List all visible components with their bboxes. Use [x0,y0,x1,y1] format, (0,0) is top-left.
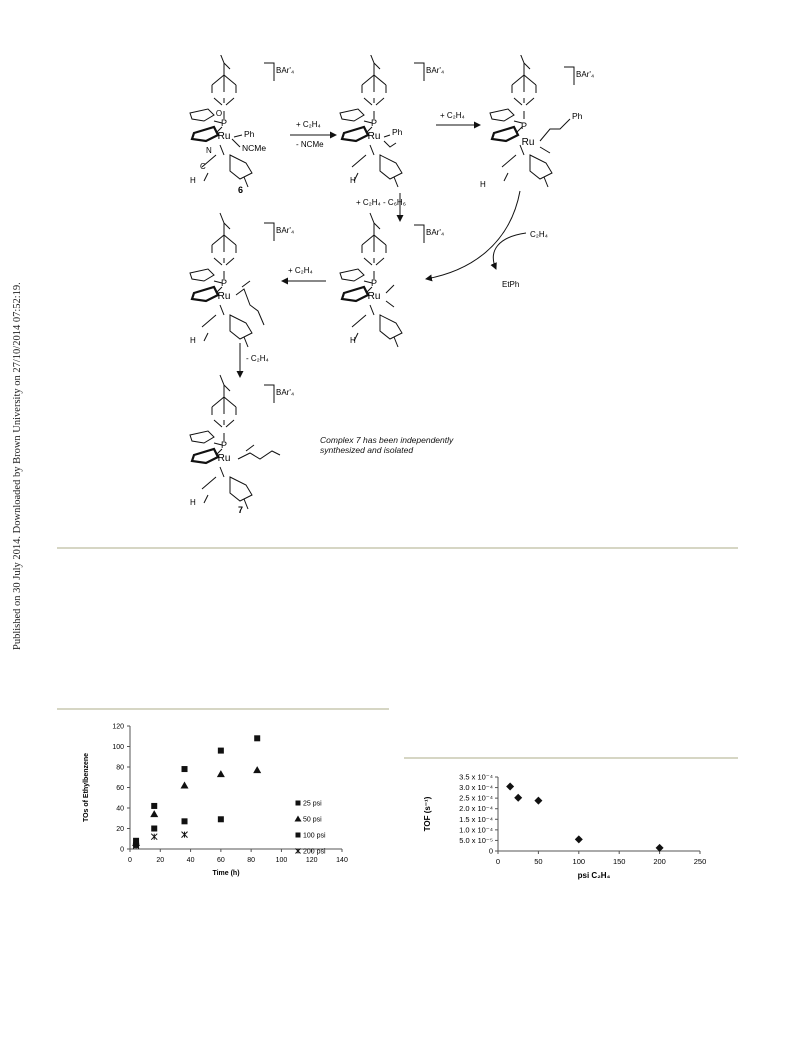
complex-bis-ethylene [340,213,444,347]
data-point [218,816,224,822]
data-point [182,766,188,772]
atom-c: C [200,162,206,171]
svg-text:BAr'₄: BAr'₄ [576,70,595,79]
x-axis-label: Time (h) [212,870,240,877]
legend-marker [296,849,301,854]
step2-label: + C₂H₄ [440,111,465,120]
data-point [253,766,261,773]
complex-ethylene-phenyl [340,55,444,187]
atom-o: O [215,109,223,118]
svg-text:P: P [370,118,378,128]
y-tick-label: 100 [112,744,124,751]
complex-6 [190,55,294,195]
complex-7-note: Complex 7 has been independently synthesized and isolated [320,435,454,455]
data-point [506,783,514,791]
step5-label: - C₂H₄ [246,354,269,363]
y-tick-label: 1.0 x 10⁻⁴ [459,825,493,835]
y-tick-label: 3.0 x 10⁻⁴ [459,783,493,793]
reaction-scheme [180,55,600,515]
svg-text:P: P [370,278,378,288]
complex-7 [190,375,294,515]
x-axis-label: psi C₂H₄ [577,871,611,880]
svg-text:BAr'₄: BAr'₄ [426,66,445,75]
complex-butenyl [190,213,294,347]
svg-text:BAr'₄: BAr'₄ [276,388,295,397]
ligand-ph: Ph [244,129,255,139]
y-tick-label: 80 [116,764,124,772]
y-tick-label: 1.5 x 10⁻⁴ [459,814,493,824]
svg-text:Ru: Ru [217,453,231,464]
x-tick-label: 150 [612,857,626,866]
step4-label: + C₂H₄ [288,266,313,275]
svg-text:BAr'₄: BAr'₄ [426,228,445,237]
side-note-text: Published on 30 July 2014. Downloaded by Brown University on 27/10/2014 07:52:19. [12,282,23,650]
svg-text:Ph: Ph [392,127,403,137]
y-tick-label: 3.5 x 10⁻⁴ [459,772,493,782]
data-point [151,834,157,840]
x-tick-label: 100 [275,857,288,864]
counterion-label: BAr'₄ [276,66,295,75]
svg-text:H: H [190,498,196,507]
svg-text:H: H [190,336,196,345]
legend-label: 25 psi [303,800,322,808]
data-point [534,797,542,805]
complex-6-label: 6 [238,185,244,195]
svg-text:Ph: Ph [572,111,583,121]
divider-rule [57,708,389,710]
x-tick-label: 20 [156,857,165,864]
data-point [254,735,260,741]
legend-label: 100 psi [303,832,326,840]
step3-label: + C₂H₄ - C₆H₆ [356,198,406,207]
data-point [151,803,157,809]
svg-text:P: P [220,440,228,450]
chart-tof-vs-pressure [420,768,720,893]
svg-text:BAr'₄: BAr'₄ [276,226,295,235]
ligand-ncme: NCMe [242,143,267,153]
x-tick-label: 0 [128,857,132,864]
data-point [218,748,224,754]
y-tick-label: 0 [488,846,493,856]
step1-top: + C₂H₄ [296,120,321,129]
legend-marker [296,833,301,838]
x-tick-label: 200 [653,857,666,866]
y-tick-label: 120 [112,723,124,731]
data-point [181,781,189,788]
y-tick-label: 20 [116,826,124,833]
svg-text:Ru: Ru [367,131,381,142]
curve-product: EtPh [502,280,520,289]
x-tick-label: 0 [495,857,501,866]
data-point [182,818,188,824]
atom-ru: Ru [217,131,231,142]
svg-text:Ru: Ru [367,291,381,302]
svg-text:Ru: Ru [217,291,231,302]
y-axis-label: TOs of Ethylbenzene [83,752,90,823]
chart-turnovers-vs-time [60,718,380,883]
svg-text:H: H [350,336,356,345]
x-tick-label: 140 [336,857,348,864]
svg-text:P: P [520,121,528,131]
data-point [217,770,225,777]
legend-marker [296,801,301,806]
y-tick-label: 2.0 x 10⁻⁴ [459,804,493,814]
x-tick-label: 50 [534,857,543,866]
atom-h: H [190,176,196,185]
data-point [575,835,583,843]
x-tick-label: 100 [572,857,586,866]
step1-bottom: - NCMe [296,140,324,149]
y-tick-label: 60 [116,785,124,792]
data-point [151,826,157,832]
y-axis-label: TOF (s⁻¹) [423,796,432,832]
x-tick-label: 60 [216,857,225,864]
svg-text:Ru: Ru [521,137,535,148]
publication-side-note [2,230,22,650]
data-point [150,810,158,817]
atom-n: N [206,146,212,155]
complex-7-label: 7 [238,505,244,515]
x-tick-label: 80 [247,857,256,864]
data-point [514,794,522,802]
divider-rule [404,757,738,759]
svg-text:H: H [350,176,356,185]
svg-text:H: H [480,180,486,189]
curve-reagent: C₂H₄ [530,230,548,239]
svg-text:P: P [220,278,228,288]
legend-marker [295,816,302,822]
complex-phenethyl [480,55,594,189]
x-tick-label: 120 [305,857,318,864]
divider-rule [57,547,738,549]
legend-label: 50 psi [303,816,322,824]
y-tick-label: 40 [116,805,124,813]
x-tick-label: 250 [693,857,707,866]
x-tick-label: 40 [186,857,195,864]
y-tick-label: 2.5 x 10⁻⁴ [459,793,493,803]
arrow-curve-byproduct [493,233,526,269]
y-tick-label: 0 [120,846,124,854]
legend-label: 200 psi [303,848,326,856]
y-tick-label: 5.0 x 10⁻⁵ [459,835,493,845]
data-point [182,832,188,838]
atom-p: P [220,118,228,128]
